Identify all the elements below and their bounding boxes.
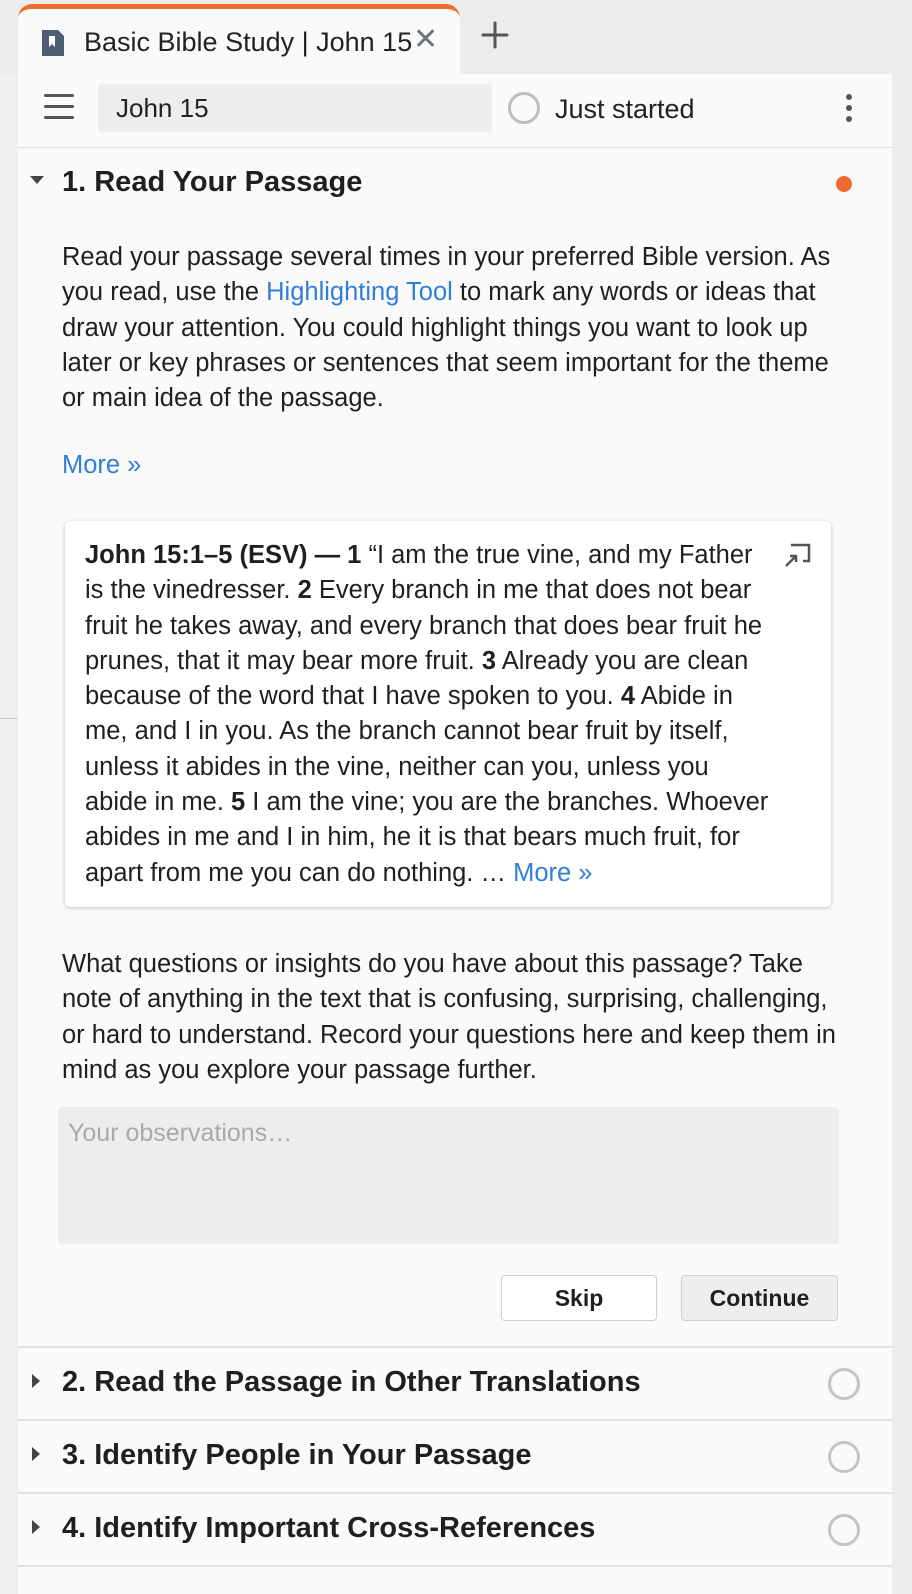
passage-reference-input[interactable] — [98, 84, 492, 132]
tab-basic-bible-study[interactable] — [18, 4, 460, 74]
section-2-title: 2. Read the Passage in Other Translations — [62, 1366, 641, 1398]
passage-reference: John 15:1–5 (ESV) — — [85, 541, 341, 569]
section-4-title: 4. Identify Important Cross-References — [62, 1512, 596, 1544]
verse-number: 2 — [297, 576, 312, 605]
caret-down-icon — [30, 176, 44, 184]
empty-circle-icon[interactable] — [828, 1441, 860, 1473]
left-edge-strip — [0, 0, 18, 1594]
section-4-header[interactable] — [18, 1494, 892, 1566]
bookmark-document-icon — [40, 28, 66, 58]
study-panel — [18, 74, 892, 1594]
popout-icon[interactable] — [783, 543, 811, 569]
section-1-title: 1. Read Your Passage — [62, 166, 363, 198]
section-divider — [18, 1565, 892, 1567]
section-1-instructions: Read your passage several times in your preferred Bible version. As you read, use the Highlighting Tool to mark any words or ideas that draw your attention. You could highlight things you want to look up later or key phrases or sentences that seem important for the theme or main idea of the passage. — [62, 243, 831, 413]
section-3-header[interactable] — [18, 1421, 892, 1493]
highlighting-tool-link[interactable]: Highlighting Tool — [266, 278, 453, 307]
caret-right-icon — [32, 1447, 40, 1461]
section-1-header[interactable] — [18, 148, 892, 220]
verse-number: 5 — [231, 788, 246, 817]
plus-icon[interactable] — [478, 18, 512, 52]
empty-circle-icon[interactable] — [828, 1514, 860, 1546]
verse-number: 3 — [481, 646, 497, 675]
passage-more-link[interactable]: More » — [513, 858, 593, 887]
hamburger-menu-icon[interactable] — [44, 94, 74, 122]
verse-number: 1 — [347, 541, 362, 569]
vertical-dots-icon[interactable] — [844, 94, 854, 126]
verse-text: Already you are clean because of the word that I have spoken to you. — [85, 646, 749, 711]
verse-text: Abide in me, and I in you. As the branch cannot bear fruit by itself, unless it abides in the vine, neither can you, unless you abide in me. — [85, 682, 733, 817]
caret-right-icon — [32, 1374, 40, 1388]
continue-button[interactable]: Continue — [681, 1275, 838, 1321]
observation-prompt: What questions or insights do you have about this passage? Take note of anything in the text that is confusing, surprising, challenging, or hard to understand. Record your questions here and keep them in mind as you explore your passage further. — [62, 950, 836, 1084]
empty-circle-icon[interactable] — [828, 1368, 860, 1400]
in-progress-dot-icon — [836, 176, 852, 192]
status-circle-icon[interactable] — [508, 92, 540, 124]
tab-bar — [0, 0, 912, 74]
close-icon[interactable]: ✕ — [413, 23, 439, 56]
left-strip-divider — [0, 718, 18, 719]
instructions-more-link[interactable]: More » — [62, 451, 142, 479]
passage-text — [85, 538, 775, 891]
verse-text: Every branch in me that does not bear fruit he takes away, and every branch that does bear fruit he prunes, that it may bear more fruit. — [85, 576, 763, 675]
tab-title: Basic Bible Study | John 15 — [84, 27, 413, 57]
section-2-header[interactable] — [18, 1348, 892, 1420]
study-toolbar — [18, 74, 892, 148]
section-3-title: 3. Identify People in Your Passage — [62, 1439, 532, 1471]
verse-number: 4 — [620, 682, 636, 711]
verse-text: I am the vine; you are the branches. Whoever abides in me and I in him, he it is that bears much fruit, for apart from me you can do nothing. … — [85, 788, 769, 887]
skip-button[interactable]: Skip — [501, 1275, 657, 1321]
observations-field[interactable] — [58, 1107, 839, 1244]
passage-card — [65, 521, 831, 907]
verse-text: “I am the true vine, and my Father is the vinedresser. — [85, 541, 753, 605]
caret-right-icon — [32, 1520, 40, 1534]
progress-status: Just started — [555, 94, 695, 124]
